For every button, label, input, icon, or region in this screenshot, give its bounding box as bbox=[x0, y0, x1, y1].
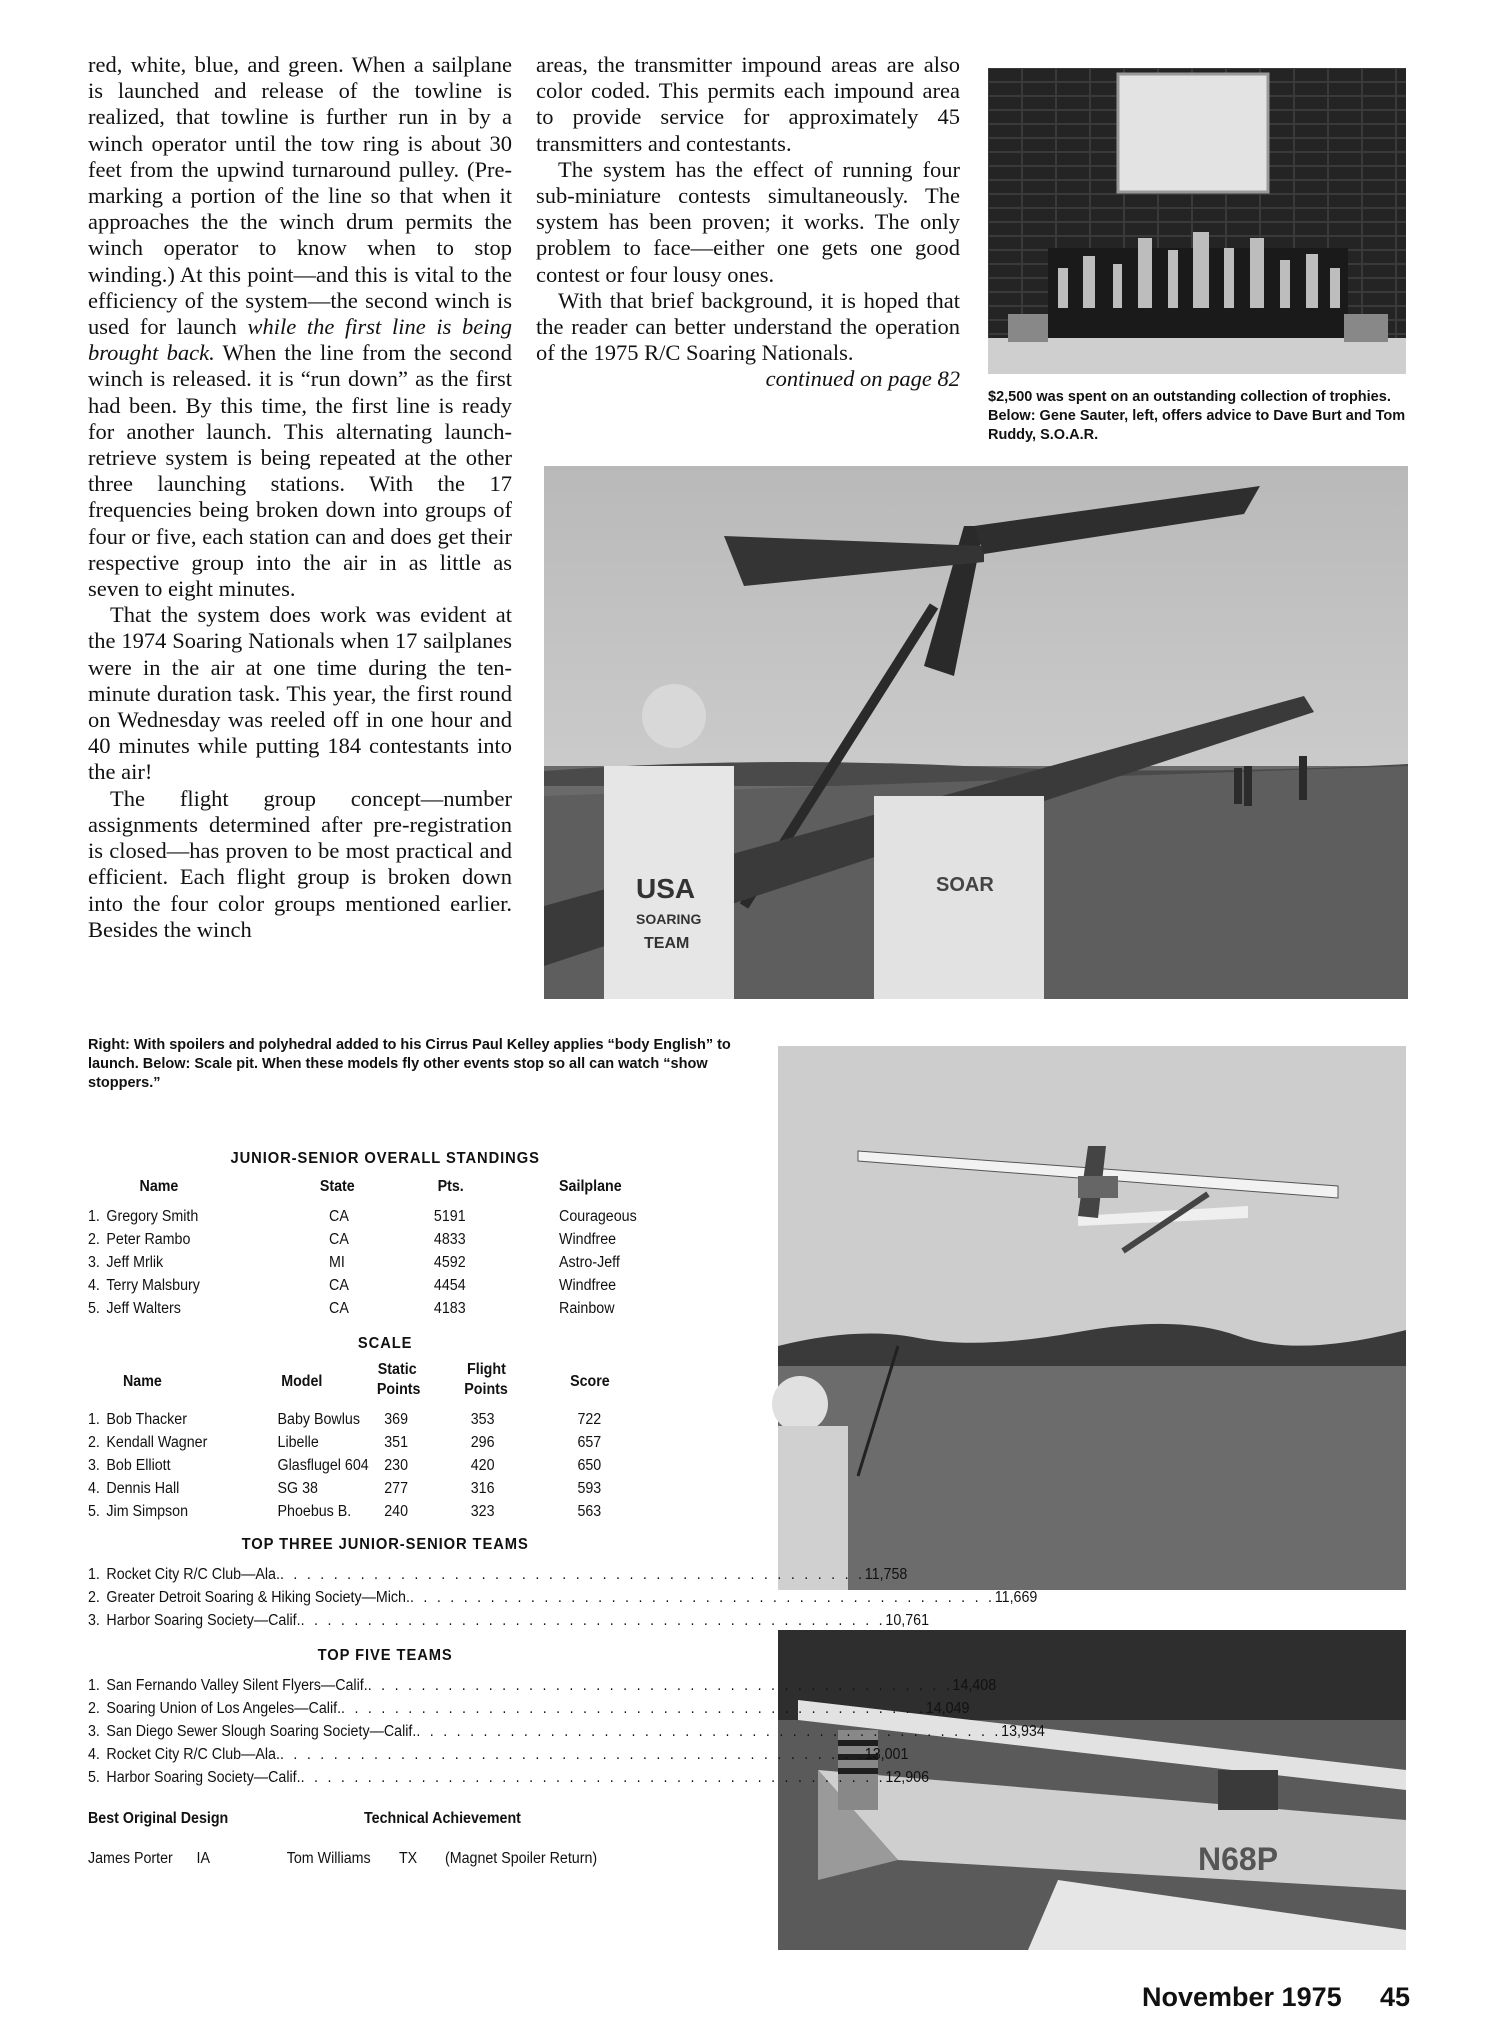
sailplane-cell: Rainbow bbox=[559, 1300, 615, 1317]
tech-achievement-state: TX bbox=[398, 1850, 418, 1867]
col-header-name: Name bbox=[139, 1178, 179, 1195]
rank-cell: 3. bbox=[88, 1723, 100, 1740]
name-cell: Peter Rambo bbox=[106, 1231, 191, 1248]
team-score: 14,408 bbox=[952, 1677, 997, 1694]
launch-image bbox=[544, 466, 1408, 999]
continued-note: continued on page 82 bbox=[765, 366, 960, 392]
pts-cell: 5191 bbox=[433, 1208, 466, 1225]
col-header-state: State bbox=[319, 1178, 355, 1195]
static-cell: 277 bbox=[384, 1480, 409, 1497]
rank-cell: 4. bbox=[88, 1277, 100, 1294]
tech-achievement-label: Technical Achievement bbox=[364, 1810, 521, 1827]
list-item bbox=[88, 1723, 1045, 1746]
awards-row bbox=[88, 1850, 682, 1873]
paragraph: That the system does work was evident at the 1974 Soaring Nationals when 17 sailplanes were in the air at one time during the ten-minute duration task. This year, the first round on Wednesday was reeled off in one hour and 40 minutes while putting 184 contestants into the air! bbox=[88, 602, 512, 785]
paragraph: The flight group concept—number assignments determined after pre-registration is closed—has proven to be most practical and efficient. Each flight group is broken down into the four color groups mentioned earlier. Besides the winch bbox=[88, 785, 512, 942]
rank-cell: 5. bbox=[88, 1769, 100, 1786]
state-cell: CA bbox=[329, 1277, 349, 1294]
list-item bbox=[88, 1769, 930, 1792]
scale-title: SCALE bbox=[357, 1335, 413, 1352]
rank-cell: 1. bbox=[88, 1566, 100, 1583]
shirt-text-soaring: SOARING bbox=[636, 911, 702, 927]
col-header-name: Name bbox=[122, 1373, 162, 1390]
table-row bbox=[88, 1300, 682, 1323]
table-row bbox=[88, 1411, 682, 1434]
list-item bbox=[88, 1677, 997, 1700]
article-column-1 bbox=[88, 52, 512, 943]
article-column-2 bbox=[536, 52, 960, 393]
table-row bbox=[88, 1277, 682, 1300]
col-header-flight: Flight bbox=[467, 1361, 506, 1378]
name-cell: Kendall Wagner bbox=[106, 1434, 208, 1451]
rank-cell: 2. bbox=[88, 1434, 100, 1451]
best-design-state: IA bbox=[196, 1850, 211, 1867]
pts-cell: 4183 bbox=[433, 1300, 466, 1317]
team-score: 11,669 bbox=[994, 1589, 1038, 1606]
team-score: 13,001 bbox=[864, 1746, 909, 1763]
dot-leader: . . . . . . . . . . . . . . . . . . . . . . . . . . . . . . . . . . . . . . . . . . . . bbox=[341, 1700, 926, 1717]
dot-leader: . . . . . . . . . . . . . . . . . . . . . . . . . . . . . . . . . . . . . . . . . . . . bbox=[416, 1723, 1002, 1740]
model-cell: SG 38 bbox=[277, 1480, 318, 1497]
paragraph: red, white, blue, and green. When a sailplane is launched and release of the towline is realized, that towline is further run in by a winch operator until the tow ring is about 30 feet from the upwind turnaround pulley. (Pre-marking a portion of the line so that when it approaches the the winch drum permits the winch operator to know when to stop winding.) At this point—and this is vital to the efficiency of the system—the second winch is used for launch while the first line is being brought back. When the line from the second winch is released. it is “run down” as the first had been. By this time, the first line is ready for another launch. This alternating launch-retrieve system is being repeated at the other three launching stations. With the 17 frequencies being broken down into groups of four or five, each station can and does get their respective group into the air in as little as seven to eight minutes. bbox=[88, 52, 513, 602]
trophies-image bbox=[988, 68, 1406, 374]
table-row bbox=[88, 1231, 682, 1254]
team-name: Harbor Soaring Society—Calif. bbox=[106, 1769, 301, 1786]
paragraph: With that brief background, it is hoped that the reader can better understand the operation of the 1975 R/C Soaring Nationals. continued on page 82 bbox=[536, 287, 960, 392]
col-header-pts: Pts. bbox=[437, 1178, 464, 1195]
team-name: Rocket City R/C Club—Ala. bbox=[106, 1566, 280, 1583]
team-score: 12,906 bbox=[885, 1769, 930, 1786]
static-cell: 369 bbox=[384, 1411, 409, 1428]
rank-cell: 2. bbox=[88, 1700, 100, 1717]
model-cell: Libelle bbox=[277, 1434, 319, 1451]
team-name: Greater Detroit Soaring & Hiking Society—Mich. bbox=[106, 1589, 410, 1606]
page-number: 45 bbox=[1380, 1982, 1411, 2012]
state-cell: CA bbox=[329, 1231, 349, 1248]
rank-cell: 1. bbox=[88, 1411, 100, 1428]
rank-cell: 4. bbox=[88, 1746, 100, 1763]
rank-cell: 2. bbox=[88, 1231, 100, 1248]
flight-cell: 323 bbox=[470, 1503, 495, 1520]
sailplane-cell: Courageous bbox=[559, 1208, 637, 1225]
col-header-sailplane: Sailplane bbox=[559, 1178, 622, 1195]
col-header-score: Score bbox=[570, 1373, 610, 1390]
launch-caption: Right: With spoilers and polyhedral added to his Cirrus Paul Kelley applies “body English” to launch. Below: Scale pit. When these models fly other events stop so all can watch “show stoppers.” bbox=[88, 1037, 731, 1091]
flight-cell: 316 bbox=[470, 1480, 495, 1497]
static-cell: 230 bbox=[384, 1457, 409, 1474]
tech-achievement-name: Tom Williams bbox=[286, 1850, 371, 1867]
flight-cell: 420 bbox=[470, 1457, 495, 1474]
best-design-name: James Porter bbox=[88, 1850, 173, 1867]
name-cell: Bob Thacker bbox=[106, 1411, 188, 1428]
name-cell: Jeff Walters bbox=[106, 1300, 181, 1317]
state-cell: CA bbox=[329, 1208, 349, 1225]
table-row bbox=[88, 1208, 682, 1231]
trophies-caption: $2,500 was spent on an outstanding collection of trophies. Below: Gene Sauter, left, offers advice to Dave Burt and Tom Ruddy, S.O.A.R. bbox=[988, 389, 1406, 443]
emphasis-text: while the first line is being brought back. bbox=[88, 314, 513, 366]
state-cell: CA bbox=[329, 1300, 349, 1317]
model-cell: Glasflugel 604 bbox=[277, 1457, 369, 1474]
list-item bbox=[88, 1700, 970, 1723]
shirt-text-soar: SOAR bbox=[936, 874, 994, 896]
rank-cell: 5. bbox=[88, 1300, 100, 1317]
rank-cell: 3. bbox=[88, 1457, 100, 1474]
score-cell: 563 bbox=[577, 1503, 602, 1520]
name-cell: Terry Malsbury bbox=[106, 1277, 200, 1294]
col-header-static-points: Points bbox=[376, 1381, 421, 1398]
rank-cell: 2. bbox=[88, 1589, 100, 1606]
rank-cell: 1. bbox=[88, 1208, 100, 1225]
top-three-rows bbox=[88, 1566, 1038, 1635]
table-row bbox=[88, 1254, 682, 1277]
team-name: Rocket City R/C Club—Ala. bbox=[106, 1746, 280, 1763]
score-cell: 722 bbox=[577, 1411, 602, 1428]
dot-leader: . . . . . . . . . . . . . . . . . . . . . . . . . . . . . . . . . . . . . . . . . . . . bbox=[367, 1677, 953, 1694]
tech-achievement-note: (Magnet Spoiler Return) bbox=[444, 1850, 598, 1867]
table-row bbox=[88, 1480, 682, 1503]
glider-flight-image bbox=[778, 1046, 1406, 1590]
junior-senior-header-row bbox=[88, 1178, 682, 1208]
team-name: San Fernando Valley Silent Flyers—Calif. bbox=[106, 1677, 368, 1694]
dot-leader: . . . . . . . . . . . . . . . . . . . . . . . . . . . . . . . . . . . . . . . . . . . . bbox=[279, 1746, 865, 1763]
paragraph: The system has the effect of running four sub-miniature contests simultaneously. The system has been proven; it works. The only problem to face—either one gets one good contest or four lousy ones. bbox=[536, 156, 960, 287]
results-tables bbox=[88, 1150, 1045, 1873]
junior-senior-rows bbox=[88, 1208, 682, 1323]
sailplane-cell: Windfree bbox=[559, 1277, 617, 1294]
rank-cell: 4. bbox=[88, 1480, 100, 1497]
list-item bbox=[88, 1746, 909, 1769]
name-cell: Gregory Smith bbox=[106, 1208, 199, 1225]
top-three-title: TOP THREE JUNIOR-SENIOR TEAMS bbox=[241, 1536, 529, 1553]
col-header-flight-points: Points bbox=[464, 1381, 508, 1398]
table-row bbox=[88, 1503, 682, 1526]
table-row bbox=[88, 1434, 682, 1457]
sailplane-cell: Windfree bbox=[559, 1231, 617, 1248]
score-cell: 593 bbox=[577, 1480, 602, 1497]
team-name: San Diego Sewer Slough Soaring Society—Calif. bbox=[106, 1723, 417, 1740]
footer-date: November 1975 bbox=[1142, 1982, 1342, 2012]
launch-photo bbox=[544, 466, 1408, 999]
score-cell: 657 bbox=[577, 1434, 602, 1451]
rank-cell: 5. bbox=[88, 1503, 100, 1520]
flight-cell: 296 bbox=[470, 1434, 495, 1451]
dot-leader: . . . . . . . . . . . . . . . . . . . . . . . . . . . . . . . . . . . . . . . . . . . . bbox=[300, 1769, 886, 1786]
dot-leader: . . . . . . . . . . . . . . . . . . . . . . . . . . . . . . . . . . . . . . . . . . . . bbox=[279, 1566, 865, 1583]
pts-cell: 4454 bbox=[433, 1277, 466, 1294]
shirt-text-team: TEAM bbox=[644, 935, 690, 952]
top-five-title: TOP FIVE TEAMS bbox=[317, 1647, 453, 1664]
name-cell: Jeff Mrlik bbox=[106, 1254, 164, 1271]
team-score: 10,761 bbox=[885, 1612, 930, 1629]
awards-header-row bbox=[88, 1810, 682, 1850]
model-cell: Baby Bowlus bbox=[277, 1411, 360, 1428]
state-cell: MI bbox=[329, 1254, 345, 1271]
list-item bbox=[88, 1566, 908, 1589]
trophies-photo bbox=[988, 68, 1406, 374]
name-cell: Jim Simpson bbox=[106, 1503, 189, 1520]
sailplane-cell: Astro-Jeff bbox=[559, 1254, 620, 1271]
rank-cell: 3. bbox=[88, 1612, 100, 1629]
col-header-static: Static bbox=[377, 1361, 417, 1378]
rank-cell: 1. bbox=[88, 1677, 100, 1694]
team-score: 11,758 bbox=[864, 1566, 908, 1583]
static-cell: 351 bbox=[384, 1434, 409, 1451]
table-row bbox=[88, 1457, 682, 1480]
pts-cell: 4592 bbox=[433, 1254, 466, 1271]
glider-flight-photo bbox=[778, 1046, 1406, 1590]
paragraph: areas, the transmitter impound areas are also color coded. This permits each impound area to provide service for approximately 45 transmitters and contestants. bbox=[536, 52, 960, 156]
model-cell: Phoebus B. bbox=[277, 1503, 352, 1520]
static-cell: 240 bbox=[384, 1503, 409, 1520]
team-name: Soaring Union of Los Angeles—Calif. bbox=[106, 1700, 342, 1717]
team-name: Harbor Soaring Society—Calif. bbox=[106, 1612, 301, 1629]
shirt-text-usa: USA bbox=[636, 873, 696, 904]
scale-header-row bbox=[88, 1361, 682, 1411]
list-item bbox=[88, 1612, 930, 1635]
rank-cell: 3. bbox=[88, 1254, 100, 1271]
junior-senior-title: JUNIOR-SENIOR OVERALL STANDINGS bbox=[230, 1150, 540, 1167]
name-cell: Dennis Hall bbox=[106, 1480, 180, 1497]
registration-text: N68P bbox=[1198, 1841, 1279, 1877]
list-item bbox=[88, 1589, 1038, 1612]
name-cell: Bob Elliott bbox=[106, 1457, 171, 1474]
team-score: 13,934 bbox=[1001, 1723, 1045, 1740]
best-design-label: Best Original Design bbox=[88, 1810, 229, 1827]
score-cell: 650 bbox=[577, 1457, 602, 1474]
dot-leader: . . . . . . . . . . . . . . . . . . . . . . . . . . . . . . . . . . . . . . . . . . . . bbox=[300, 1612, 886, 1629]
pts-cell: 4833 bbox=[433, 1231, 466, 1248]
dot-leader: . . . . . . . . . . . . . . . . . . . . . . . . . . . . . . . . . . . . . . . . . . . . bbox=[409, 1589, 995, 1606]
scale-rows bbox=[88, 1411, 682, 1526]
top-five-rows bbox=[88, 1677, 1045, 1792]
flight-cell: 353 bbox=[470, 1411, 495, 1428]
team-score: 14,049 bbox=[925, 1700, 970, 1717]
col-header-model: Model bbox=[281, 1373, 323, 1390]
